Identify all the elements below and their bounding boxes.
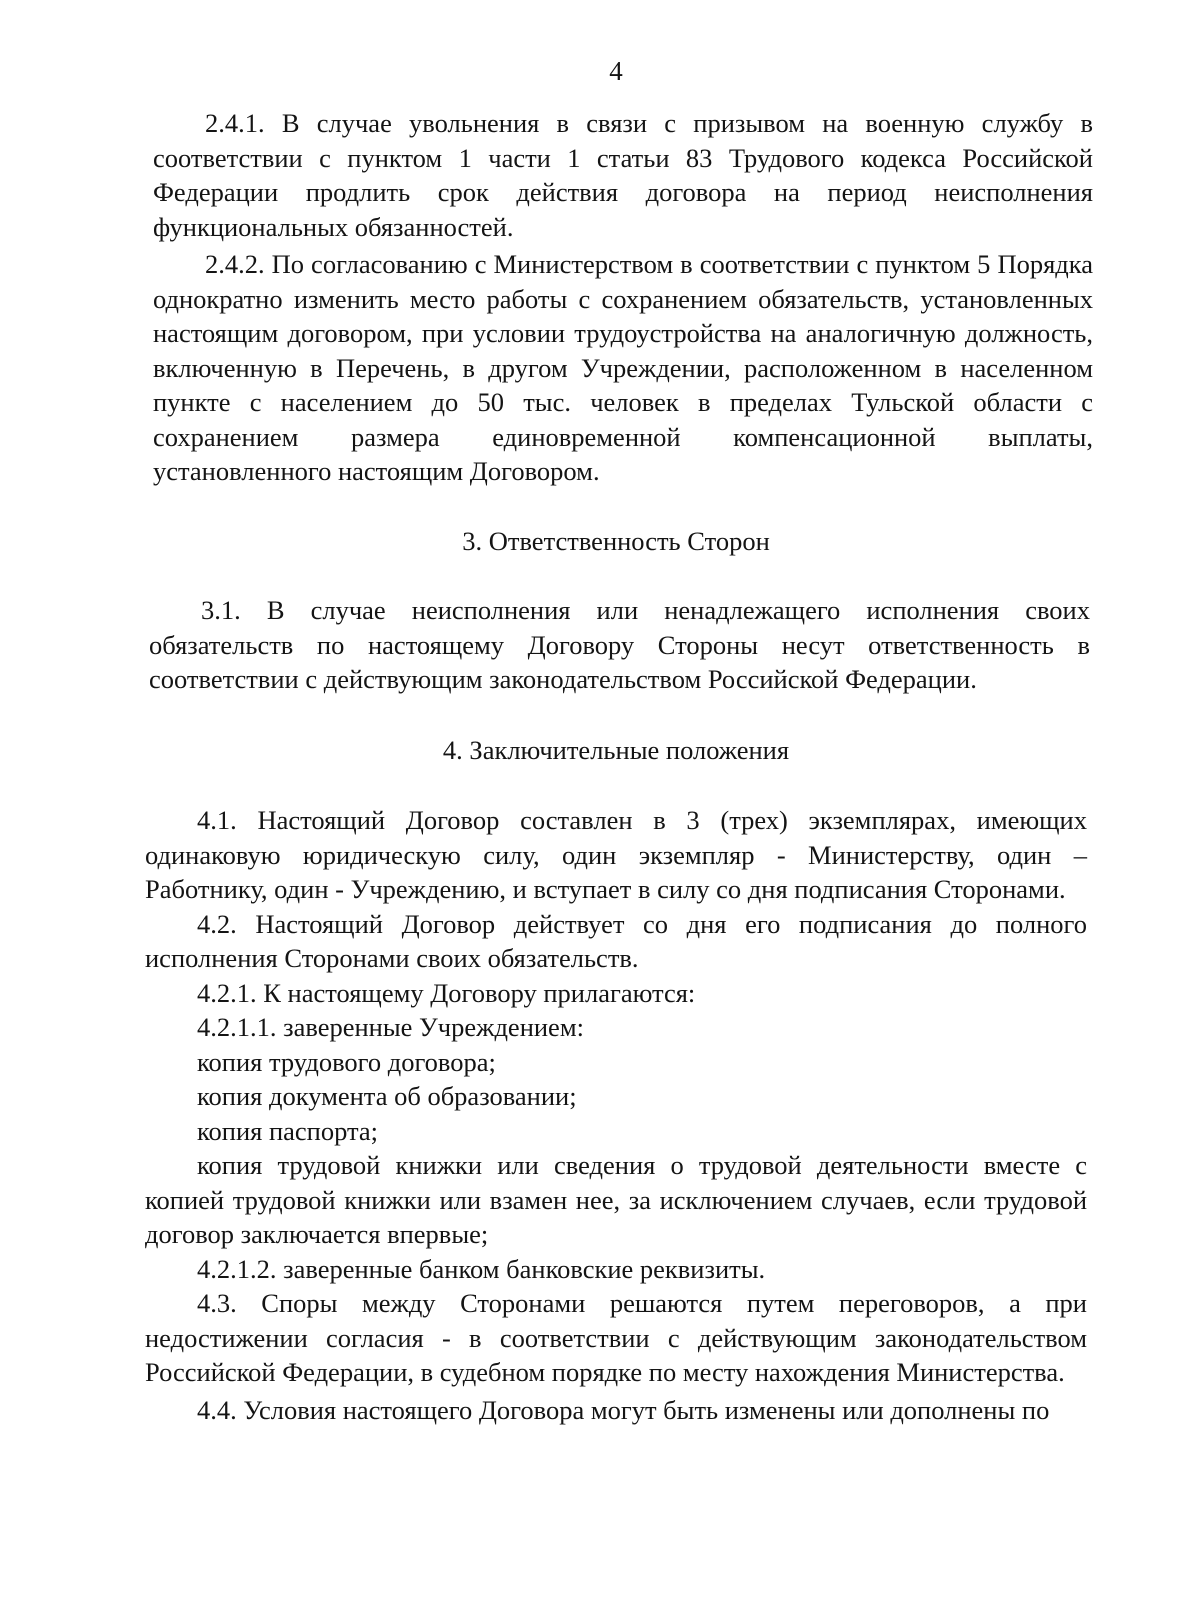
section-2-continuation — [153, 106, 1093, 489]
list-item-passport: копия паспорта; — [197, 1115, 379, 1146]
section-4-body — [145, 803, 1087, 1427]
paragraph-4-3: 4.3. Споры между Сторонами решаются путем переговоров, а при недостижении согласия - в соответствии с действующим законодательством Российской Федерации, в судебном порядке по месту нахождения Министерства. — [145, 1288, 1087, 1387]
page-number: 4 — [609, 56, 623, 86]
list-item-labor-contract: копия трудового договора; — [197, 1046, 496, 1077]
paragraph-4-2-1-1: 4.2.1.1. заверенные Учреждением: — [197, 1012, 584, 1042]
paragraph-4-4: 4.4. Условия настоящего Договора могут быть изменены или дополнены по — [197, 1394, 1050, 1425]
paragraph-3-1: 3.1. В случае неисполнения или ненадлежащего исполнения своих обязательств по настоящему Договору Стороны несут ответственность в соответствии с действующим законодательством Российской Федерации. — [149, 595, 1090, 694]
paragraph-4-2: 4.2. Настоящий Договор действует со дня его подписания до полного исполнения Сторонами своих обязательств. — [145, 908, 1087, 973]
paragraph-2-4-1: 2.4.1. В случае увольнения в связи с призывом на военную службу в соответствии с пунктом 1 части 1 статьи 83 Трудового кодекса Российской Федерации продлить срок действия договора на период неисполнения функциональных обязанностей. — [153, 108, 1093, 242]
list-item-education: копия документа об образовании; — [197, 1081, 577, 1111]
paragraph-4-2-1-2: 4.2.1.2. заверенные банком банковские реквизиты. — [197, 1253, 766, 1284]
list-item-work-book: копия трудовой книжки или сведения о трудовой деятельности вместе с копией трудовой книжки или взамен нее, за исключением случаев, если трудовой договор заключается впервые; — [145, 1150, 1087, 1249]
paragraph-2-4-2: 2.4.2. По согласованию с Министерством в соответствии с пунктом 5 Порядка однократно изменить место работы с сохранением обязательств, установленных настоящим договором, при условии трудоустройства на аналогичную должность, включенную в Перечень, в другом Учреждении, расположенном в населенном пункте с населением до 50 тыс. человек в пределах Тульской области с сохранением размера единовременной компенсационной выплаты, установленного настоящим Договором. — [153, 249, 1093, 486]
paragraph-4-1: 4.1. Настоящий Договор составлен в 3 (трех) экземплярах, имеющих одинаковую юридическую силу, один экземпляр - Министерству, один – Работнику, один - Учреждению, и вступает в силу со дня подписания Сторонами. — [145, 805, 1087, 904]
paragraph-4-2-1: 4.2.1. К настоящему Договору прилагаются: — [197, 977, 696, 1008]
section-3-heading: 3. Ответственность Сторон — [462, 526, 770, 556]
section-3-body — [149, 593, 1090, 697]
section-4-heading: 4. Заключительные положения — [442, 735, 790, 765]
